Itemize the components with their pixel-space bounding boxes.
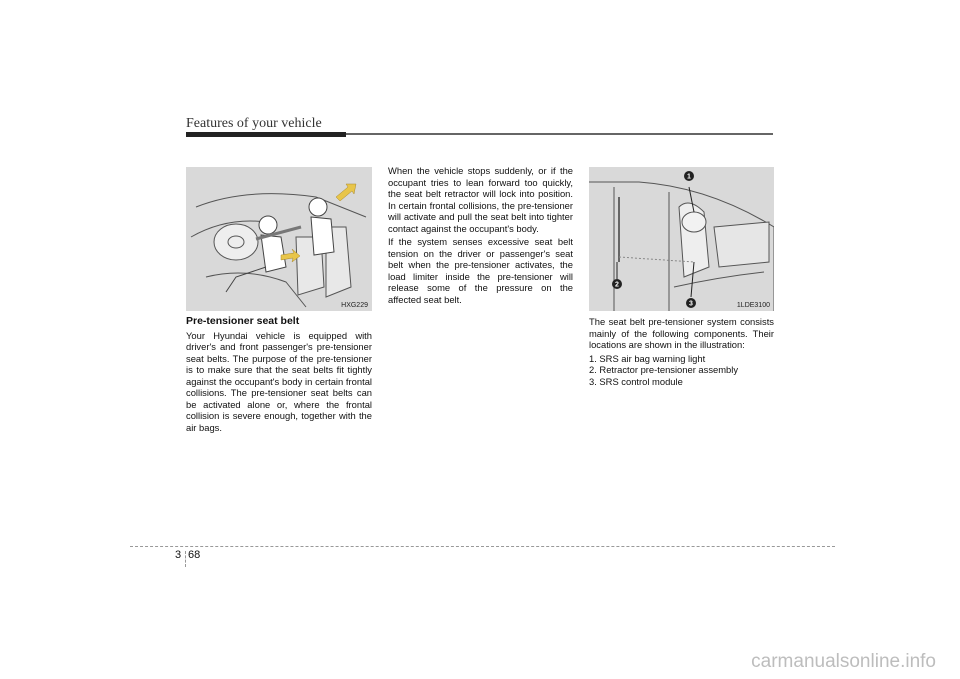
header-rule-accent (186, 132, 346, 137)
callout-3: 3 (689, 300, 693, 308)
footer-separator (185, 551, 186, 567)
chapter-number: 3 (175, 549, 182, 561)
right-column (589, 316, 774, 387)
paragraph: The seat belt pre-tensioner system consists mainly of the following components. Their locations are shown in the illustration: (589, 316, 774, 350)
paragraph: Your Hyundai vehicle is equipped with driver's and front passenger's pre-tensioner seat belts. The purpose of the pre-tensioner is to make sure that the seat belts fit tightly against the occupant's body in certain frontal collisions. The pre-tensioner seat belts can be activated alone or, where the frontal collision is severe enough, together with the air bags. (186, 329, 372, 433)
figure-pretensioner-drawing (186, 167, 372, 311)
figure-code: HXG229 (341, 302, 368, 309)
list-item: 3. SRS control module (589, 375, 683, 387)
watermark: carmanualsonline.info (751, 651, 936, 672)
callout-2: 2 (615, 281, 619, 289)
paragraph: If the system senses excessive seat belt tension on the driver or passenger's seat belt when the pre-tensioner activates, the load limiter inside the pre-tensioner will release some of the pressure on the affected seat belt. (388, 236, 573, 305)
section-heading: Pre-tensioner seat belt (186, 315, 300, 327)
footer-rule (130, 546, 835, 547)
left-column (186, 316, 372, 435)
middle-column (388, 165, 573, 307)
page-number: 68 (188, 549, 201, 561)
figure-components-drawing (589, 167, 774, 311)
list-item: 1. SRS air bag warning light (589, 352, 706, 364)
callout-1: 1 (687, 173, 691, 181)
figure-code: 1LDE3100 (736, 302, 770, 309)
figure-components (589, 167, 774, 311)
header-title: Features of your vehicle (186, 116, 322, 131)
list-item: 2. Retractor pre-tensioner assembly (589, 364, 739, 375)
paragraph: When the vehicle stops suddenly, or if the occupant tries to lean forward too quickly, the seat belt retractor will lock into position. In certain frontal collisions, the pre-tensioner will activate and pull the seat belt into tighter contact against the occupant's body. (388, 165, 573, 234)
figure-pretensioner (186, 167, 372, 311)
